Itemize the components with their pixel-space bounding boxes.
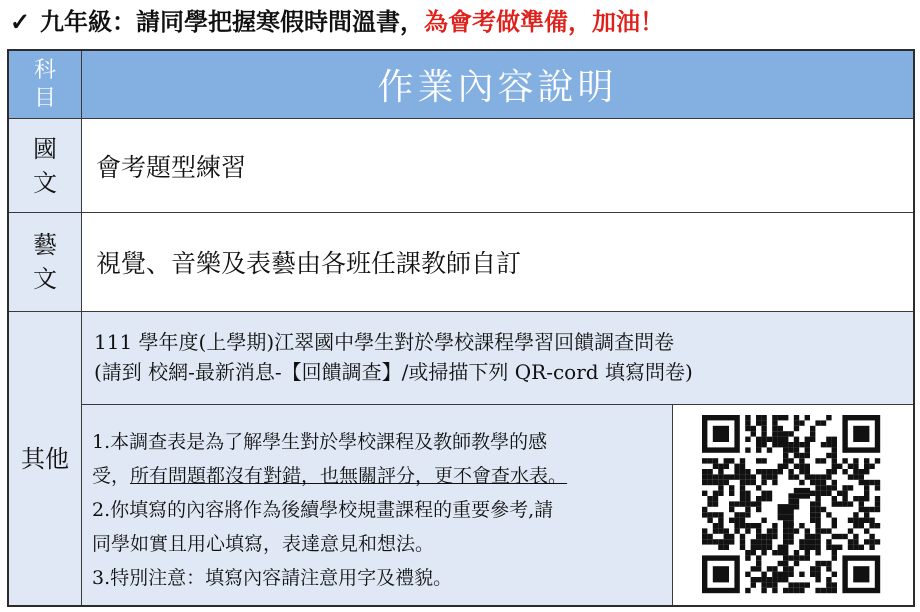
note-3: 3.特別注意：填寫內容請注意用字及禮貌。 <box>92 567 453 589</box>
headline-text: 九年級：請同學把握寒假時間溫書， <box>40 7 424 36</box>
content-cell-chinese <box>82 119 913 212</box>
qr-cell <box>673 405 913 605</box>
content-cell-arts <box>82 213 913 311</box>
headline-highlight: 為會考做準備，加油！ <box>424 7 664 36</box>
grid-line <box>81 51 82 605</box>
note-2-line-a: 2.你填寫的內容將作為後續學校規畫課程的重要參考,請 <box>92 499 554 521</box>
header-subject-label: 科目 <box>33 57 56 111</box>
checkmark-icon: ✓ <box>10 7 31 36</box>
subject-label-chinese: 國文 <box>33 134 57 197</box>
header-subject-cell <box>9 51 81 118</box>
grid-line <box>9 311 913 312</box>
subject-label-other: 其他 <box>21 444 69 473</box>
note-2-line-b: 同學如實且用心填寫，表達意見和想法。 <box>92 533 435 555</box>
dinosaur-icon <box>778 488 810 526</box>
grid-line <box>9 212 913 213</box>
content-text-arts: 視覺、音樂及表藝由各班任課教師自訂 <box>96 249 522 278</box>
notes-cell <box>82 405 672 605</box>
header-content-label: 作業內容說明 <box>377 67 618 108</box>
subject-cell-other <box>9 312 81 605</box>
note-1-prefix: 受， <box>92 465 131 487</box>
grid-line <box>82 404 913 405</box>
note-1-line-a: 1.本調查表是為了解學生對於學校課程及教師教學的感 <box>92 431 548 453</box>
qr-code[interactable] <box>702 415 884 595</box>
survey-line-2: (請到 校網-最新消息-【回饋調查】/或掃描下列 QR-cord 填寫問卷) <box>94 360 693 384</box>
assignment-table <box>7 49 915 607</box>
subject-cell-arts <box>9 213 81 311</box>
subject-cell-chinese <box>9 119 81 212</box>
note-1-line-b <box>92 459 672 493</box>
survey-cell <box>82 312 913 404</box>
page-headline <box>10 4 915 40</box>
content-text-chinese: 會考題型練習 <box>96 152 247 182</box>
subject-label-arts: 藝文 <box>33 231 57 293</box>
header-content-cell <box>82 51 913 118</box>
grid-line <box>9 118 913 119</box>
survey-line-1: 111 學年度(上學期)江翠國中學生對於學校課程學習回饋調查問卷 <box>94 330 675 354</box>
note-1-underlined: 所有問題都沒有對錯，也無關評分，更不會查水表。 <box>130 465 568 487</box>
grid-line <box>672 404 673 605</box>
